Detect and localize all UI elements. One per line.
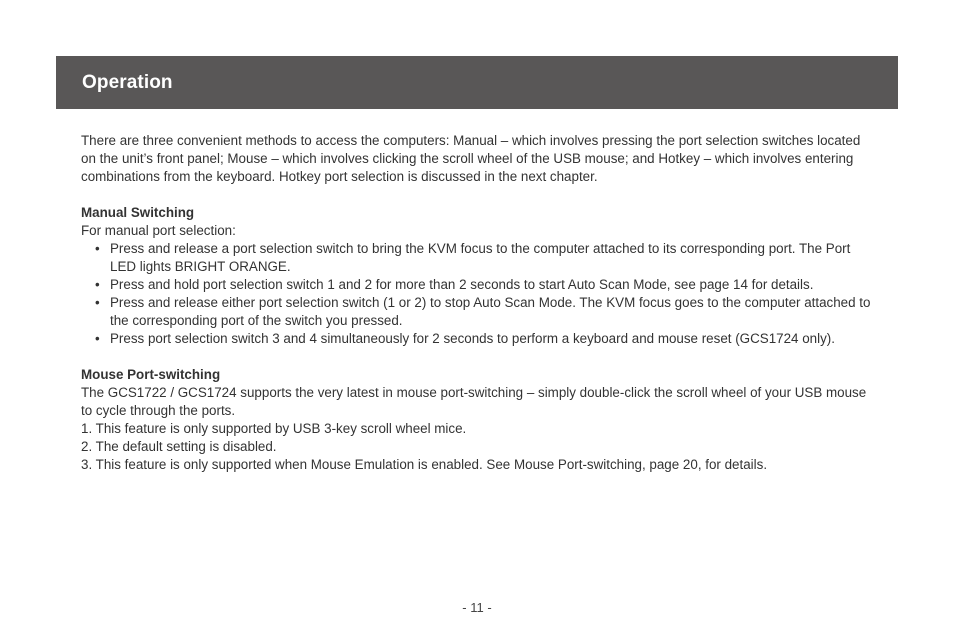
list-item-text: Press port selection switch 3 and 4 simultaneously for 2 seconds to perform a keyboard and mouse reset (GCS1724 only).: [110, 331, 835, 346]
intro-paragraph: There are three convenient methods to access the computers: Manual – which involves pressing the port selection switches located on the unit’s front panel; Mouse – which involves clicking the scroll wheel of the USB mouse; and Hotkey – which involves entering combinations from the keyboard. Hotkey port selection is discussed in the next chapter.: [81, 133, 861, 184]
page-title: Operation: [82, 71, 173, 93]
note-item: 1. This feature is only supported by USB 3-key scroll wheel mice.: [81, 421, 467, 436]
list-item: [81, 294, 871, 330]
manual-switching-heading: Manual Switching: [81, 205, 195, 220]
list-item-text: Press and hold port selection switch 1 and 2 for more than 2 seconds to start Auto Scan Mode, see page 14 for details.: [110, 277, 814, 292]
section-header-bar: [56, 56, 898, 109]
bullet-icon: •: [95, 241, 100, 256]
page-content: [81, 132, 871, 474]
mouse-port-switching-heading: Mouse Port-switching: [81, 367, 221, 382]
list-item: [81, 330, 871, 348]
page-number: - 11 -: [462, 600, 492, 615]
bullet-icon: •: [95, 331, 100, 346]
note-item: 2. The default setting is disabled.: [81, 439, 277, 454]
mouse-port-switching-body: The GCS1722 / GCS1724 supports the very latest in mouse port-switching – simply double-click the scroll wheel of your USB mouse to cycle through the ports.: [81, 385, 867, 418]
list-item-text: Press and release a port selection switch to bring the KVM focus to the computer attached to its corresponding port. The Port LED lights BRIGHT ORANGE.: [110, 241, 851, 274]
manual-switching-list: [81, 240, 871, 348]
bullet-icon: •: [95, 295, 100, 310]
spacer: [81, 348, 871, 366]
note-item: 3. This feature is only supported when Mouse Emulation is enabled. See Mouse Port-switching, page 20, for details.: [81, 457, 768, 472]
list-item-text: Press and release either port selection switch (1 or 2) to stop Auto Scan Mode. The KVM focus goes to the computer attached to the corresponding port of the switch you pressed.: [110, 295, 871, 328]
bullet-icon: •: [95, 277, 100, 292]
spacer: [81, 186, 871, 204]
manual-switching-lead: For manual port selection:: [81, 223, 236, 238]
list-item: [81, 276, 871, 294]
list-item: [81, 240, 871, 276]
